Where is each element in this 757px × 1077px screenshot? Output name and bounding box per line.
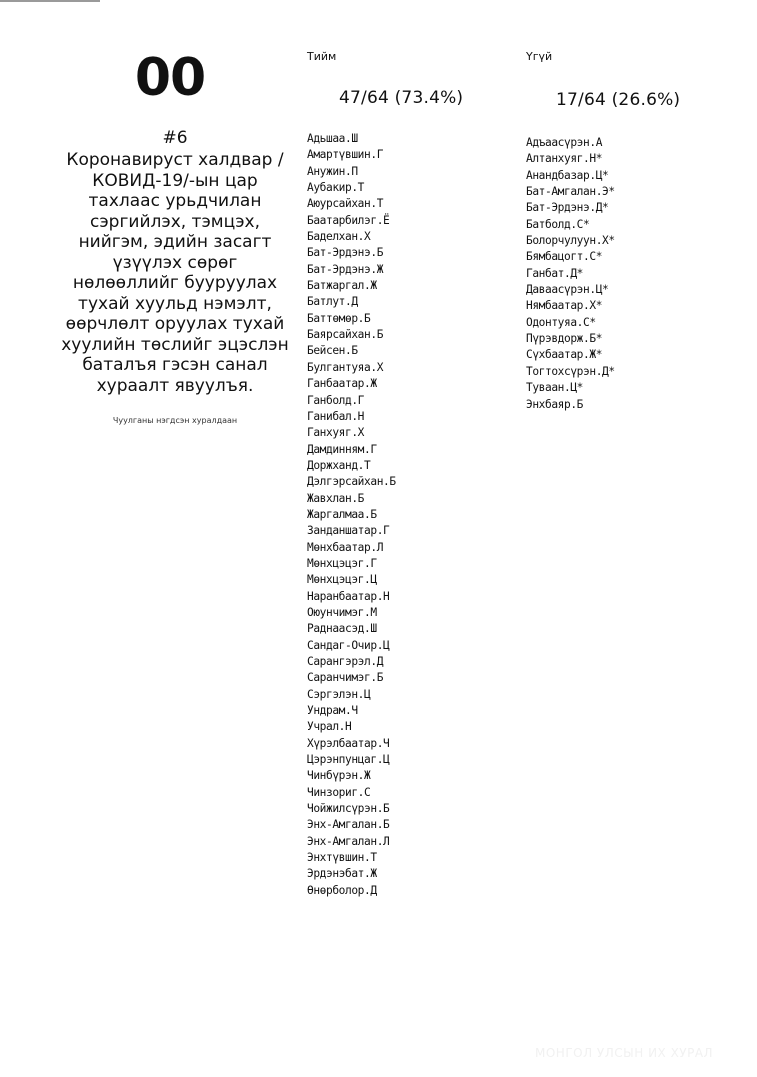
vote-number: #6 xyxy=(162,128,188,148)
yes-voter-name: Мөнхцэцэг.Г xyxy=(307,556,377,570)
yes-voter-name: Адьшаа.Ш xyxy=(307,132,358,145)
yes-name-list xyxy=(307,131,396,899)
no-voter-name: Нямбаатар.Х* xyxy=(526,299,603,313)
yes-voter-name: Дамдинням.Г xyxy=(307,442,377,456)
no-voter-name: Адъаасүрэн.А xyxy=(526,136,603,149)
session-type: Чуулганы нэгдсэн хуралдаан xyxy=(112,416,238,425)
yes-voter-name: Бат-Эрдэнэ.Ж xyxy=(307,262,384,276)
yes-voter-name: Чойжилсүрэн.Б xyxy=(307,802,390,816)
yes-voter-name: Саранчимэг.Б xyxy=(307,671,384,685)
yes-voter-name: Хүрэлбаатар.Ч xyxy=(307,736,390,750)
scan-edge-line xyxy=(0,0,100,2)
yes-voter-name: Жавхлан.Б xyxy=(307,491,365,505)
no-column-label: Үгүй xyxy=(526,50,553,63)
yes-voter-name: Раднаасэд.Ш xyxy=(307,622,377,636)
yes-voter-name: Ганболд.Г xyxy=(307,393,365,407)
no-voter-name: Пүрэвдорж.Б* xyxy=(526,332,603,346)
no-voter-name: Ганбат.Д* xyxy=(526,266,584,280)
yes-voter-name: Ганбаатар.Ж xyxy=(307,377,377,391)
no-voter-name: Сүхбаатар.Ж* xyxy=(526,348,603,362)
session-number: 00 xyxy=(134,48,206,108)
yes-voter-name: Батлут.Д xyxy=(307,295,358,309)
no-voter-name: Бат-Амгалан.Э* xyxy=(526,185,615,199)
yes-column-label: Тийм xyxy=(307,50,337,63)
yes-voter-name: Амартүвшин.Г xyxy=(307,148,384,162)
no-tally: 17/64 (26.6%) xyxy=(556,90,681,110)
yes-voter-name: Ундрам.Ч xyxy=(307,704,358,718)
yes-voter-name: Сандаг-Очир.Ц xyxy=(307,638,390,652)
yes-voter-name: Сарангэрэл.Д xyxy=(307,655,384,668)
yes-voter-name: Оюунчимэг.М xyxy=(307,605,377,619)
yes-voter-name: Доржханд.Т xyxy=(307,458,371,472)
no-voter-name: Болорчулуун.Х* xyxy=(526,234,615,248)
yes-voter-name: Өнөрболор.Д xyxy=(307,883,377,897)
no-voter-name: Батболд.С* xyxy=(526,217,590,231)
yes-voter-name: Аюурсайхан.Т xyxy=(307,197,384,211)
no-voter-name: Бямбацогт.С* xyxy=(526,250,603,264)
yes-voter-name: Занданшатар.Г xyxy=(307,524,390,538)
yes-voter-name: Чинзориг.С xyxy=(307,785,371,799)
yes-voter-name: Баделхан.Х xyxy=(307,230,371,244)
no-voter-name: Даваасүрэн.Ц* xyxy=(526,283,609,297)
yes-voter-name: Эрдэнэбат.Ж xyxy=(307,867,377,881)
yes-voter-name: Булгантуяа.Х xyxy=(307,360,384,374)
no-voter-name: Туваан.Ц* xyxy=(526,381,584,395)
yes-voter-name: Энх-Амгалан.Л xyxy=(307,834,390,848)
no-voter-name: Бат-Эрдэнэ.Д* xyxy=(526,201,609,215)
yes-voter-name: Цэрэнпунцаг.Ц xyxy=(307,753,390,767)
yes-voter-name: Баттөмөр.Б xyxy=(307,311,371,325)
yes-voter-name: Мөнхцэцэг.Ц xyxy=(307,573,377,587)
no-voter-name: Одонтуяа.С* xyxy=(526,315,596,329)
yes-voter-name: Наранбаатар.Н xyxy=(307,589,390,603)
yes-voter-name: Ганибал.Н xyxy=(307,409,365,423)
no-name-list xyxy=(526,135,615,413)
motion-text: Коронавируст халдвар / КОВИД-19/-ын цар тахлаас урьдчилан сэргийлэх, тэмцэх, нийгэм, эдийн засагт үзүүлэх сөрөг нөлөөллийг бууруулах тухай хуульд нэмэлт, өөрчлөлт оруулах тухай хуулийн төслийг эцэслэн баталъя гэсэн санал хураалт явуулъя. xyxy=(61,150,289,396)
yes-voter-name: Энх-Амгалан.Б xyxy=(307,818,390,832)
no-voter-name: Тогтохсүрэн.Д* xyxy=(526,364,615,378)
yes-voter-name: Мөнхбаатар.Л xyxy=(307,540,384,554)
yes-voter-name: Баатарбилэг.Ё xyxy=(307,213,390,227)
yes-voter-name: Дэлгэрсайхан.Б xyxy=(307,475,396,489)
yes-voter-name: Батжаргал.Ж xyxy=(307,279,377,293)
yes-voter-name: Сэргэлэн.Ц xyxy=(307,687,371,701)
watermark: МОНГОЛ УЛСЫН ИХ ХУРАЛ xyxy=(535,1046,714,1060)
no-voter-name: Анандбазар.Ц* xyxy=(526,168,609,182)
no-voter-name: Энхбаяр.Б xyxy=(526,397,584,411)
yes-voter-name: Энхтүвшин.Т xyxy=(307,851,377,865)
yes-voter-name: Чинбүрэн.Ж xyxy=(307,769,371,783)
yes-voter-name: Учрал.Н xyxy=(307,720,352,734)
yes-voter-name: Бат-Эрдэнэ.Б xyxy=(307,246,384,260)
yes-tally: 47/64 (73.4%) xyxy=(339,88,464,108)
yes-voter-name: Аубакир.Т xyxy=(307,181,365,195)
yes-voter-name: Анужин.П xyxy=(307,164,358,178)
yes-voter-name: Баярсайхан.Б xyxy=(307,328,384,342)
no-voter-name: Алтанхуяг.Н* xyxy=(526,152,603,166)
yes-voter-name: Ганхуяг.Х xyxy=(307,426,365,440)
yes-voter-name: Бейсен.Б xyxy=(307,344,358,358)
yes-voter-name: Жаргалмаа.Б xyxy=(307,507,377,521)
